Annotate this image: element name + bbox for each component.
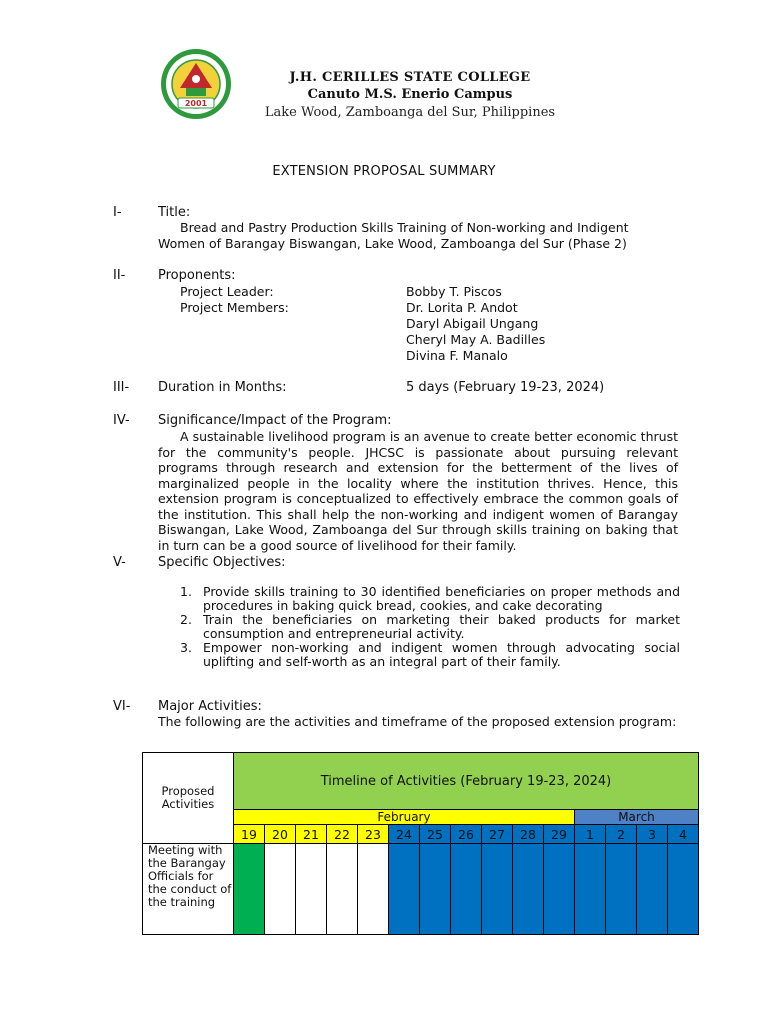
timeline-cell (575, 844, 606, 935)
project-member: Daryl Abigail Ungang (406, 316, 539, 331)
activities-intro: The following are the activities and timeframe of the proposed extension program: (158, 714, 677, 729)
proposed-activities-header: Proposed Activities (143, 753, 234, 844)
duration-value: 5 days (February 19-23, 2024) (406, 380, 605, 395)
timeline-cell (513, 844, 544, 935)
college-seal-logo (160, 48, 232, 120)
timeline-cell (358, 844, 389, 935)
day-cell: 2 (606, 825, 637, 844)
activity-name: Meeting with the Barangay Officials for the conduct of the training (143, 844, 234, 935)
timeline-cell (668, 844, 699, 935)
project-members-label: Project Members: (180, 300, 289, 315)
project-leader-label: Project Leader: (180, 284, 274, 299)
logo-year: 2001 (184, 99, 208, 108)
list-item: 1. Provide skills training to 30 identified beneficiaries on proper methods and procedures in baking quick bread, cookies, and cake decorating (180, 584, 680, 613)
campus-name: Canuto M.S. Enerio Campus (307, 87, 513, 102)
timeline-header: Timeline of Activities (February 19-23, 2024) (234, 753, 699, 810)
institution-name: J.H. CERILLES STATE COLLEGE (289, 70, 531, 85)
timeline-cell-active (234, 844, 265, 935)
section-heading-activities: Major Activities: (158, 699, 262, 714)
section-number: IV- (113, 413, 130, 428)
project-leader-name: Bobby T. Piscos (406, 284, 502, 299)
day-cell: 24 (389, 825, 420, 844)
timeline-cell (389, 844, 420, 935)
title-line-1: Bread and Pastry Production Skills Training of Non-working and Indigent (180, 220, 629, 235)
section-heading-title: Title: (158, 205, 191, 220)
document-title: EXTENSION PROPOSAL SUMMARY (272, 164, 496, 179)
section-heading-significance: Significance/Impact of the Program: (158, 413, 392, 428)
timeline-cell (544, 844, 575, 935)
day-cell: 4 (668, 825, 699, 844)
significance-paragraph: A sustainable livelihood program is an avenue to create better economic thrust for the community's people. JHCSC is passionate about pursuing relevant programs through research and extension for the betterment of the lives of marginalized people in the locality where the institution thrives. Hence, this extension program is conceptualized to effectively embrace the common goals of the institution. This shall help the non-working and indigent women of Barangay Biswangan, Lake Wood, Zamboanga del Sur through skills training on baking that in turn can be a good source of livelihood for their family. (158, 429, 678, 553)
objectives-list (180, 585, 680, 669)
title-line-2: Women of Barangay Biswangan, Lake Wood, Zamboanga del Sur (Phase 2) (158, 236, 627, 251)
day-cell: 1 (575, 825, 606, 844)
section-number: III- (113, 380, 130, 395)
day-cell: 28 (513, 825, 544, 844)
timeline-cell (296, 844, 327, 935)
timeline-cell (420, 844, 451, 935)
section-heading-duration: Duration in Months: (158, 380, 287, 395)
timeline-table (142, 752, 699, 935)
section-number: VI- (113, 699, 131, 714)
timeline-cell (606, 844, 637, 935)
section-heading-proponents: Proponents: (158, 268, 236, 283)
list-item: 2. Train the beneficiaries on marketing their baked products for market consumption and entrepreneurial activity. (180, 612, 680, 641)
day-cell: 29 (544, 825, 575, 844)
section-heading-objectives: Specific Objectives: (158, 555, 286, 570)
list-item: 3. Empower non-working and indigent women through advocating social uplifting and self-worth as an integral part of their family. (180, 640, 680, 669)
month-february: February (234, 810, 575, 825)
timeline-cell (327, 844, 358, 935)
section-number: I- (113, 205, 122, 220)
timeline-cell (482, 844, 513, 935)
day-cell: 27 (482, 825, 513, 844)
section-number: V- (113, 555, 126, 570)
section-number: II- (113, 268, 126, 283)
day-cell: 22 (327, 825, 358, 844)
project-member: Divina F. Manalo (406, 348, 508, 363)
day-cell: 3 (637, 825, 668, 844)
day-cell: 20 (265, 825, 296, 844)
timeline-cell (451, 844, 482, 935)
institution-address: Lake Wood, Zamboanga del Sur, Philippines (264, 105, 556, 120)
table-row (143, 844, 699, 935)
day-cell: 25 (420, 825, 451, 844)
day-cell: 23 (358, 825, 389, 844)
timeline-cell (637, 844, 668, 935)
month-march: March (575, 810, 699, 825)
day-cell: 26 (451, 825, 482, 844)
day-cell: 19 (234, 825, 265, 844)
day-cell: 21 (296, 825, 327, 844)
project-member: Dr. Lorita P. Andot (406, 300, 518, 315)
project-member: Cheryl May A. Badilles (406, 332, 546, 347)
timeline-cell (265, 844, 296, 935)
letterhead (160, 48, 580, 120)
